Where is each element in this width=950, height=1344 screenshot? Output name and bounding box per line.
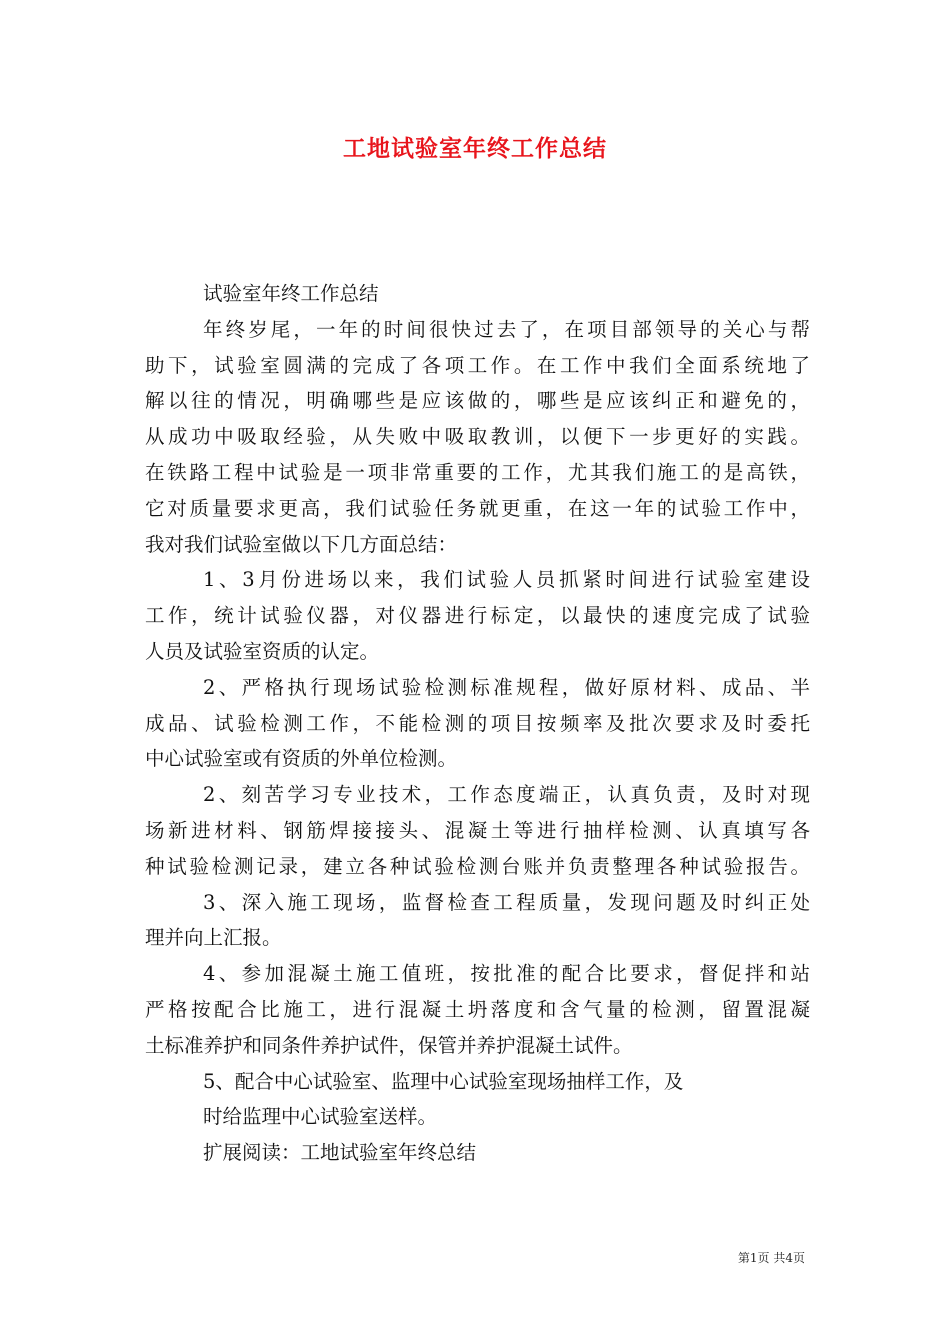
body-line: 1、3月份进场以来，我们试验人员抓紧时间进行试验室建设 (203, 568, 810, 592)
document-body (145, 276, 810, 1171)
body-subtitle: 试验室年终工作总结 (203, 282, 379, 305)
body-line: 人员及试验室资质的认定。 (145, 639, 380, 663)
body-line: 2、严格执行现场试验检测标准规程，做好原材料、成品、半 (203, 675, 810, 699)
body-line: 严格按配合比施工，进行混凝土坍落度和含气量的检测，留置混凝 (145, 997, 810, 1021)
document-title: 工地试验室年终工作总结 (343, 136, 607, 162)
page-footer: 第1页 共4页 (737, 1251, 805, 1265)
body-line: 年终岁尾，一年的时间很快过去了，在项目部领导的关心与帮 (203, 317, 810, 341)
body-line: 助下，试验室圆满的完成了各项工作。在工作中我们全面系统地了 (145, 353, 810, 377)
body-line: 5、配合中心试验室、监理中心试验室现场抽样工作，及 (203, 1069, 684, 1093)
body-line: 理并向上汇报。 (145, 926, 282, 950)
body-line: 3、深入施工现场，监督检查工程质量，发现问题及时纠正处 (203, 890, 810, 914)
body-line: 在铁路工程中试验是一项非常重要的工作，尤其我们施工的是高铁， (145, 460, 810, 484)
body-line: 中心试验室或有资质的外单位检测。 (145, 747, 458, 771)
body-line: 种试验检测记录，建立各种试验检测台账并负责整理各种试验报告。 (145, 854, 810, 878)
body-line: 场新进材料、钢筋焊接接头、混凝土等进行抽样检测、认真填写各 (145, 818, 810, 842)
body-line: 2、刻苦学习专业技术，工作态度端正，认真负责，及时对现 (203, 783, 810, 807)
body-line: 从成功中吸取经验，从失败中吸取教训，以便下一步更好的实践。 (145, 425, 810, 449)
body-line: 它对质量要求更高，我们试验任务就更重，在这一年的试验工作中， (145, 496, 810, 520)
body-line: 时给监理中心试验室送样。 (203, 1105, 438, 1129)
body-line: 我对我们试验室做以下几方面总结： (145, 532, 458, 556)
body-line: 土标准养护和同条件养护试件，保管并养护混凝土试件。 (145, 1033, 633, 1057)
body-line: 成品、试验检测工作，不能检测的项目按频率及批次要求及时委托 (145, 711, 810, 735)
body-line: 解以往的情况，明确哪些是应该做的，哪些是应该纠正和避免的， (145, 389, 810, 413)
body-line: 4、参加混凝土施工值班，按批准的配合比要求，督促拌和站 (203, 962, 810, 986)
body-line: 工作，统计试验仪器，对仪器进行标定，以最快的速度完成了试验 (145, 604, 810, 628)
extended-reading-line: 扩展阅读：工地试验室年终总结 (203, 1141, 477, 1165)
